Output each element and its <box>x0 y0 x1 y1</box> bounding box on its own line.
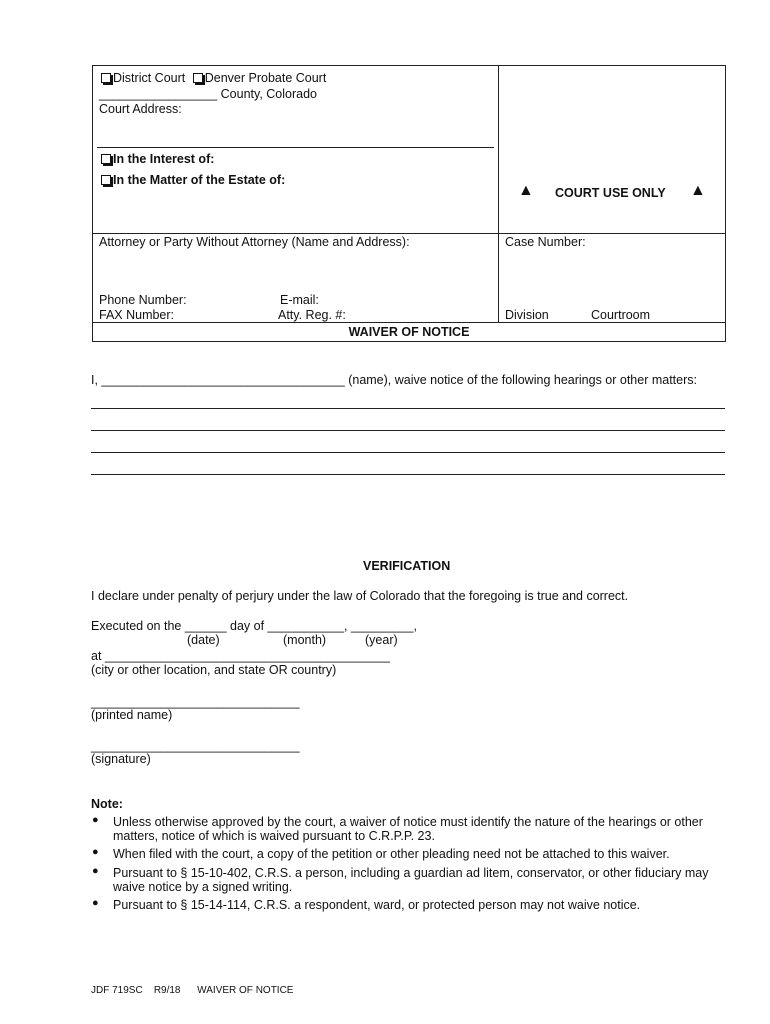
title-row-divider <box>92 322 726 323</box>
printed-name-label: (printed name) <box>91 708 173 722</box>
triangle-left-icon: ▲ <box>518 182 534 199</box>
phone-label: Phone Number: <box>99 293 187 307</box>
note-heading: Note: <box>91 797 123 811</box>
location-label: (city or other location, and state OR country) <box>91 663 337 677</box>
atty-reg-label: Atty. Reg. #: <box>278 308 346 322</box>
estate-option <box>101 173 285 187</box>
form-title: WAIVER OF NOTICE <box>348 325 470 339</box>
waiver-statement[interactable]: I, ___________________________________ (name), waive notice of the following hearings or other matters: <box>91 373 697 387</box>
interest-of-label: In the Interest of: <box>113 152 215 166</box>
bullet-icon: ● <box>92 865 99 877</box>
footer <box>91 985 293 996</box>
month-label: (month) <box>283 633 327 647</box>
case-number-label: Case Number: <box>505 235 586 249</box>
waiver-line-4[interactable] <box>91 474 725 475</box>
district-court-checkbox[interactable] <box>101 73 111 83</box>
waiver-line-3[interactable] <box>91 452 725 453</box>
attorney-label: Attorney or Party Without Attorney (Name and Address): <box>99 235 410 249</box>
caption-row-divider <box>92 233 726 234</box>
declaration-text: I declare under penalty of perjury under the law of Colorado that the foregoing is true and correct. <box>91 589 629 603</box>
revision: R9/18 <box>153 985 181 996</box>
fax-label: FAX Number: <box>99 308 175 322</box>
bullet-icon: ● <box>92 897 99 909</box>
note-item-3-line-2: waive notice by a signed writing. <box>113 880 293 894</box>
court-address-rule <box>97 147 494 148</box>
bullet-icon: ● <box>92 814 99 826</box>
bullet-icon: ● <box>92 846 99 858</box>
estate-of-checkbox[interactable] <box>101 175 111 185</box>
footer-title: WAIVER OF NOTICE <box>197 985 294 996</box>
at-line[interactable]: at _________________________________________ <box>91 649 390 663</box>
form-id: JDF 719SC <box>91 985 143 996</box>
court-use-only-label: COURT USE ONLY <box>555 186 666 200</box>
signature-line[interactable]: ______________________________ <box>91 739 300 753</box>
courtroom-label: Courtroom <box>591 308 651 322</box>
caption-divider <box>498 65 499 323</box>
interest-option <box>101 152 214 166</box>
county-line[interactable]: _________________ County, Colorado <box>99 87 318 101</box>
court-address-label: Court Address: <box>99 102 182 116</box>
executed-line[interactable]: Executed on the ______ day of ___________, _________, <box>91 619 417 633</box>
caption-box <box>92 65 726 342</box>
note-item-1-line-1: Unless otherwise approved by the court, a waiver of notice must identify the nature of the hearings or other <box>113 815 703 829</box>
note-item-4: Pursuant to § 15-14-114, C.R.S. a respondent, ward, or protected person may not waive notice. <box>113 898 641 912</box>
triangle-right-icon: ▲ <box>690 182 706 199</box>
division-label: Division <box>505 308 549 322</box>
note-item-3-line-1: Pursuant to § 15-10-402, C.R.S. a person, including a guardian ad litem, conservator, or other fiduciary may <box>113 866 709 880</box>
signature-label: (signature) <box>91 752 151 766</box>
year-label: (year) <box>365 633 398 647</box>
estate-of-label: In the Matter of the Estate of: <box>113 173 286 187</box>
waiver-line-1[interactable] <box>91 408 725 409</box>
court-options <box>101 71 326 85</box>
waiver-line-2[interactable] <box>91 430 725 431</box>
note-item-2: When filed with the court, a copy of the petition or other pleading need not be attached to this waiver. <box>113 847 670 861</box>
denver-probate-label: Denver Probate Court <box>204 71 327 85</box>
verification-heading: VERIFICATION <box>363 559 451 573</box>
date-label: (date) <box>187 633 220 647</box>
email-label: E-mail: <box>280 293 319 307</box>
printed-name-line[interactable]: ______________________________ <box>91 695 300 709</box>
interest-of-checkbox[interactable] <box>101 154 111 164</box>
note-item-1-line-2: matters, notice of which is waived pursuant to C.R.P.P. 23. <box>113 829 435 843</box>
denver-probate-checkbox[interactable] <box>193 73 203 83</box>
district-court-label: District Court <box>113 71 186 85</box>
